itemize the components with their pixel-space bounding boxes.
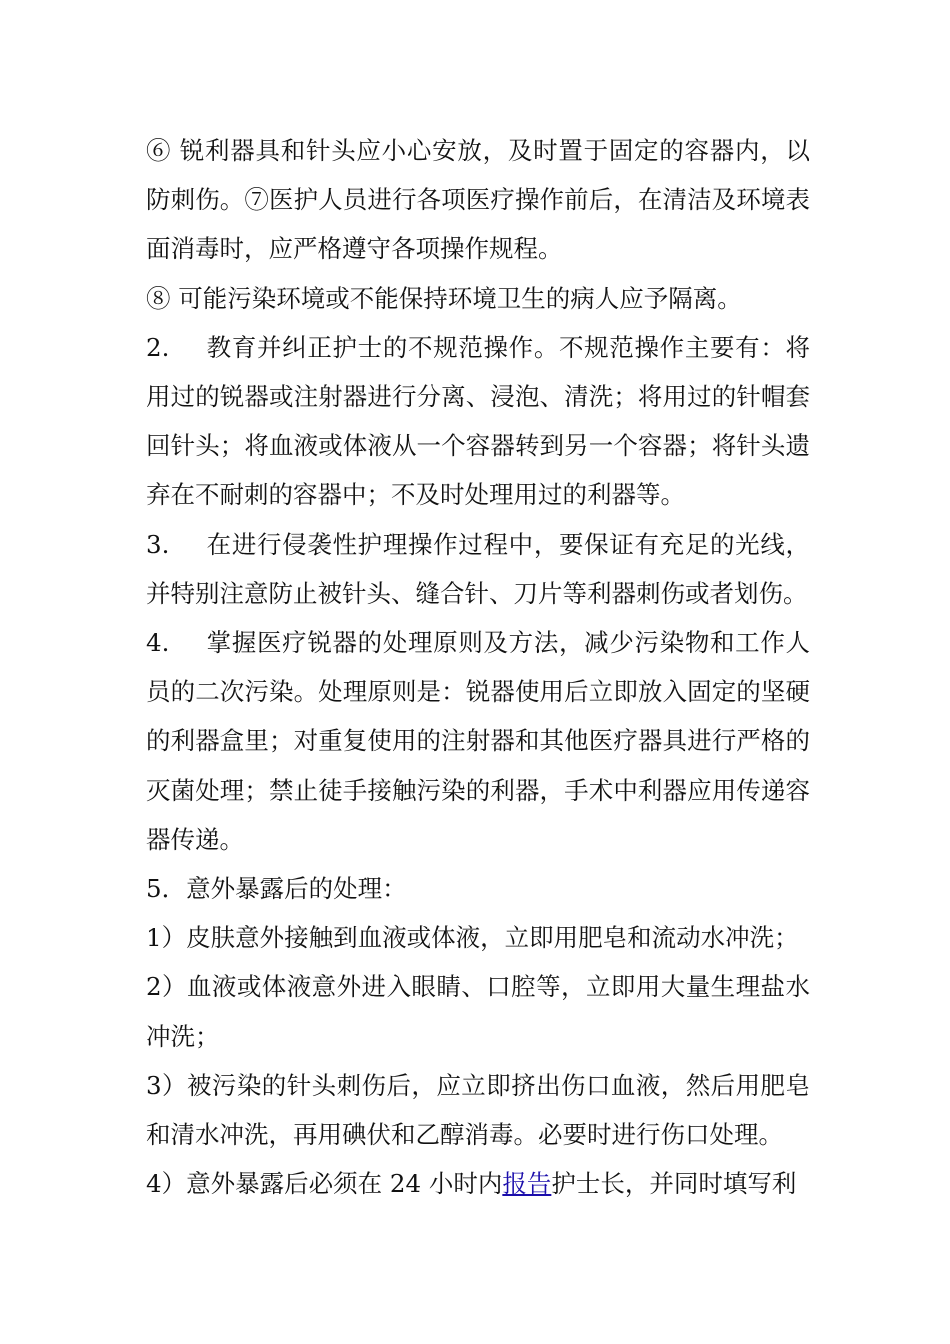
paragraph-number: 4. — [146, 628, 170, 658]
paragraph-5-2 — [146, 962, 810, 1060]
paragraph-4 — [146, 618, 810, 864]
paragraph-text: 1）皮肤意外接触到血液或体液，立即用肥皂和流动水冲洗； — [146, 923, 799, 953]
paragraph-text: 在进行侵袭性护理操作过程中，要保证有充足的光线，并特别注意防止被针头、缝合针、刀片等利器刺伤或者划伤。 — [146, 529, 810, 608]
paragraph-text: 5．意外暴露后的处理： — [146, 874, 407, 904]
paragraph-5-heading — [146, 864, 810, 913]
report-link[interactable]: 报告 — [502, 1169, 552, 1199]
paragraph-5-1 — [146, 913, 810, 962]
paragraph-8 — [146, 274, 810, 323]
paragraph-text: ⑧ 可能污染环境或不能保持环境卫生的病人应予隔离。 — [146, 283, 742, 313]
paragraph-2 — [146, 323, 810, 520]
document-page — [146, 126, 810, 1208]
paragraph-5-4 — [146, 1159, 810, 1208]
paragraph-text: 3）被污染的针头刺伤后，应立即挤出伤口血液，然后用肥皂和清水冲洗，再用碘伏和乙醇消毒。必要时进行伤口处理。 — [146, 1070, 810, 1150]
paragraph-text: 4）意外暴露后必须在 24 小时内 — [146, 1169, 503, 1199]
paragraph-text: ⑥ 锐利器具和针头应小心安放，及时置于固定的容器内，以防刺伤。⑦医护人员进行各项医疗操作前后，在清洁及环境表面消毒时，应严格遵守各项操作规程。 — [146, 136, 810, 264]
paragraph-number: 3. — [146, 529, 170, 559]
paragraph-3 — [146, 520, 810, 618]
paragraph-text: 护士长，并同时填写利 — [551, 1169, 797, 1199]
paragraph-text: 教育并纠正护士的不规范操作。不规范操作主要有：将用过的锐器或注射器进行分离、浸泡、清洗；将用过的针帽套回针头；将血液或体液从一个容器转到另一个容器；将针头遗弃在不耐刺的容器中；不及时处理用过的利器等。 — [146, 332, 810, 510]
paragraph-number: 2. — [146, 332, 170, 362]
paragraph-text: 2）血液或体液意外进入眼睛、口腔等，立即用大量生理盐水冲洗； — [146, 972, 810, 1051]
paragraph-6-7 — [146, 126, 810, 274]
paragraph-5-3 — [146, 1061, 810, 1159]
paragraph-text: 掌握医疗锐器的处理原则及方法，减少污染物和工作人员的二次污染。处理原则是：锐器使用后立即放入固定的坚硬的利器盒里；对重复使用的注射器和其他医疗器具进行严格的灭菌处理；禁止徒手接触污染的利器，手术中利器应用传递容器传递。 — [146, 628, 810, 854]
